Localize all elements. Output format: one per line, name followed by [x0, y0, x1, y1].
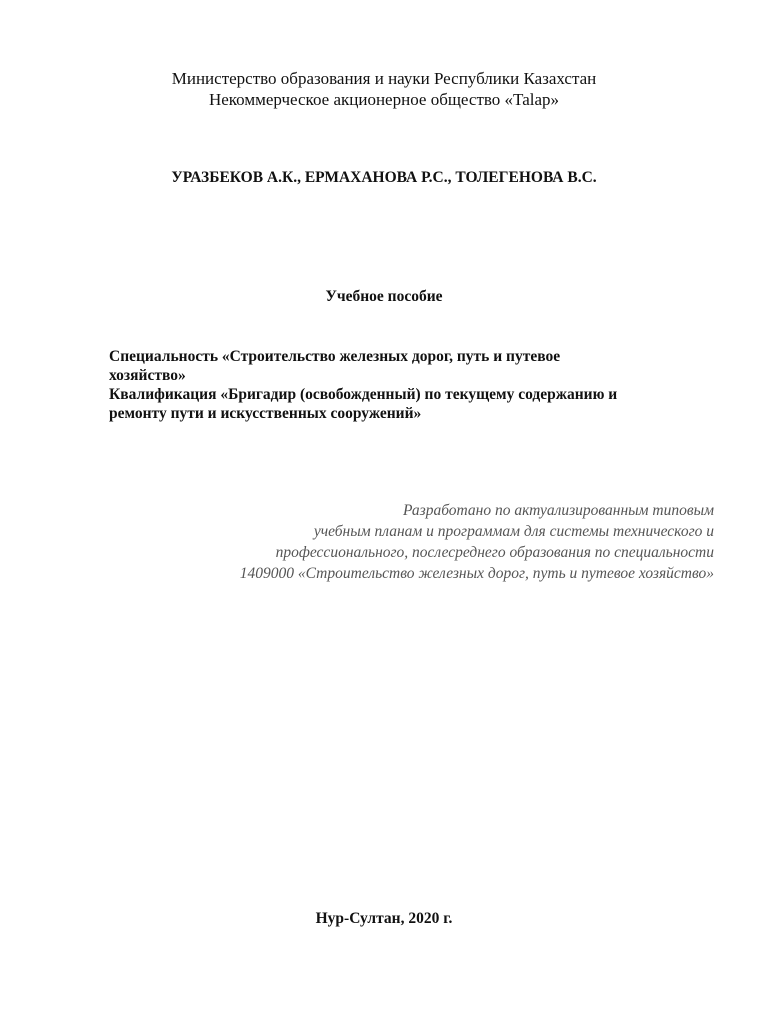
specialty-line: хозяйство»	[109, 367, 186, 384]
ministry-header	[0, 68, 768, 110]
developed-note-line: профессионального, послесреднего образования по специальности	[275, 544, 714, 561]
qualification-line: Квалификация «Бригадир (освобожденный) по текущему содержанию и	[109, 386, 618, 403]
ministry-line: Министерство образования и науки Республики Казахстан	[171, 69, 597, 88]
authors-line: УРАЗБЕКОВ А.К., ЕРМАХАНОВА Р.С., ТОЛЕГЕНОВА В.С.	[171, 169, 597, 186]
specialty-line: Специальность «Строительство железных дорог, путь и путевое	[109, 348, 561, 365]
qualification-line: ремонту пути и искусственных сооружений»	[109, 405, 422, 422]
specialty-block	[109, 347, 729, 423]
document-type: Учебное пособие	[325, 288, 443, 305]
developed-note-line: 1409000 «Строительство железных дорог, путь и путевое хозяйство»	[239, 565, 714, 582]
place-year: Нур-Султан, 2020 г.	[315, 910, 453, 927]
developed-note-line: учебным планам и программам для системы технического и	[313, 523, 714, 540]
organization-line: Некоммерческое акционерное общество «Talap»	[208, 90, 560, 109]
developed-note	[114, 500, 714, 584]
developed-note-line: Разработано по актуализированным типовым	[403, 502, 714, 519]
